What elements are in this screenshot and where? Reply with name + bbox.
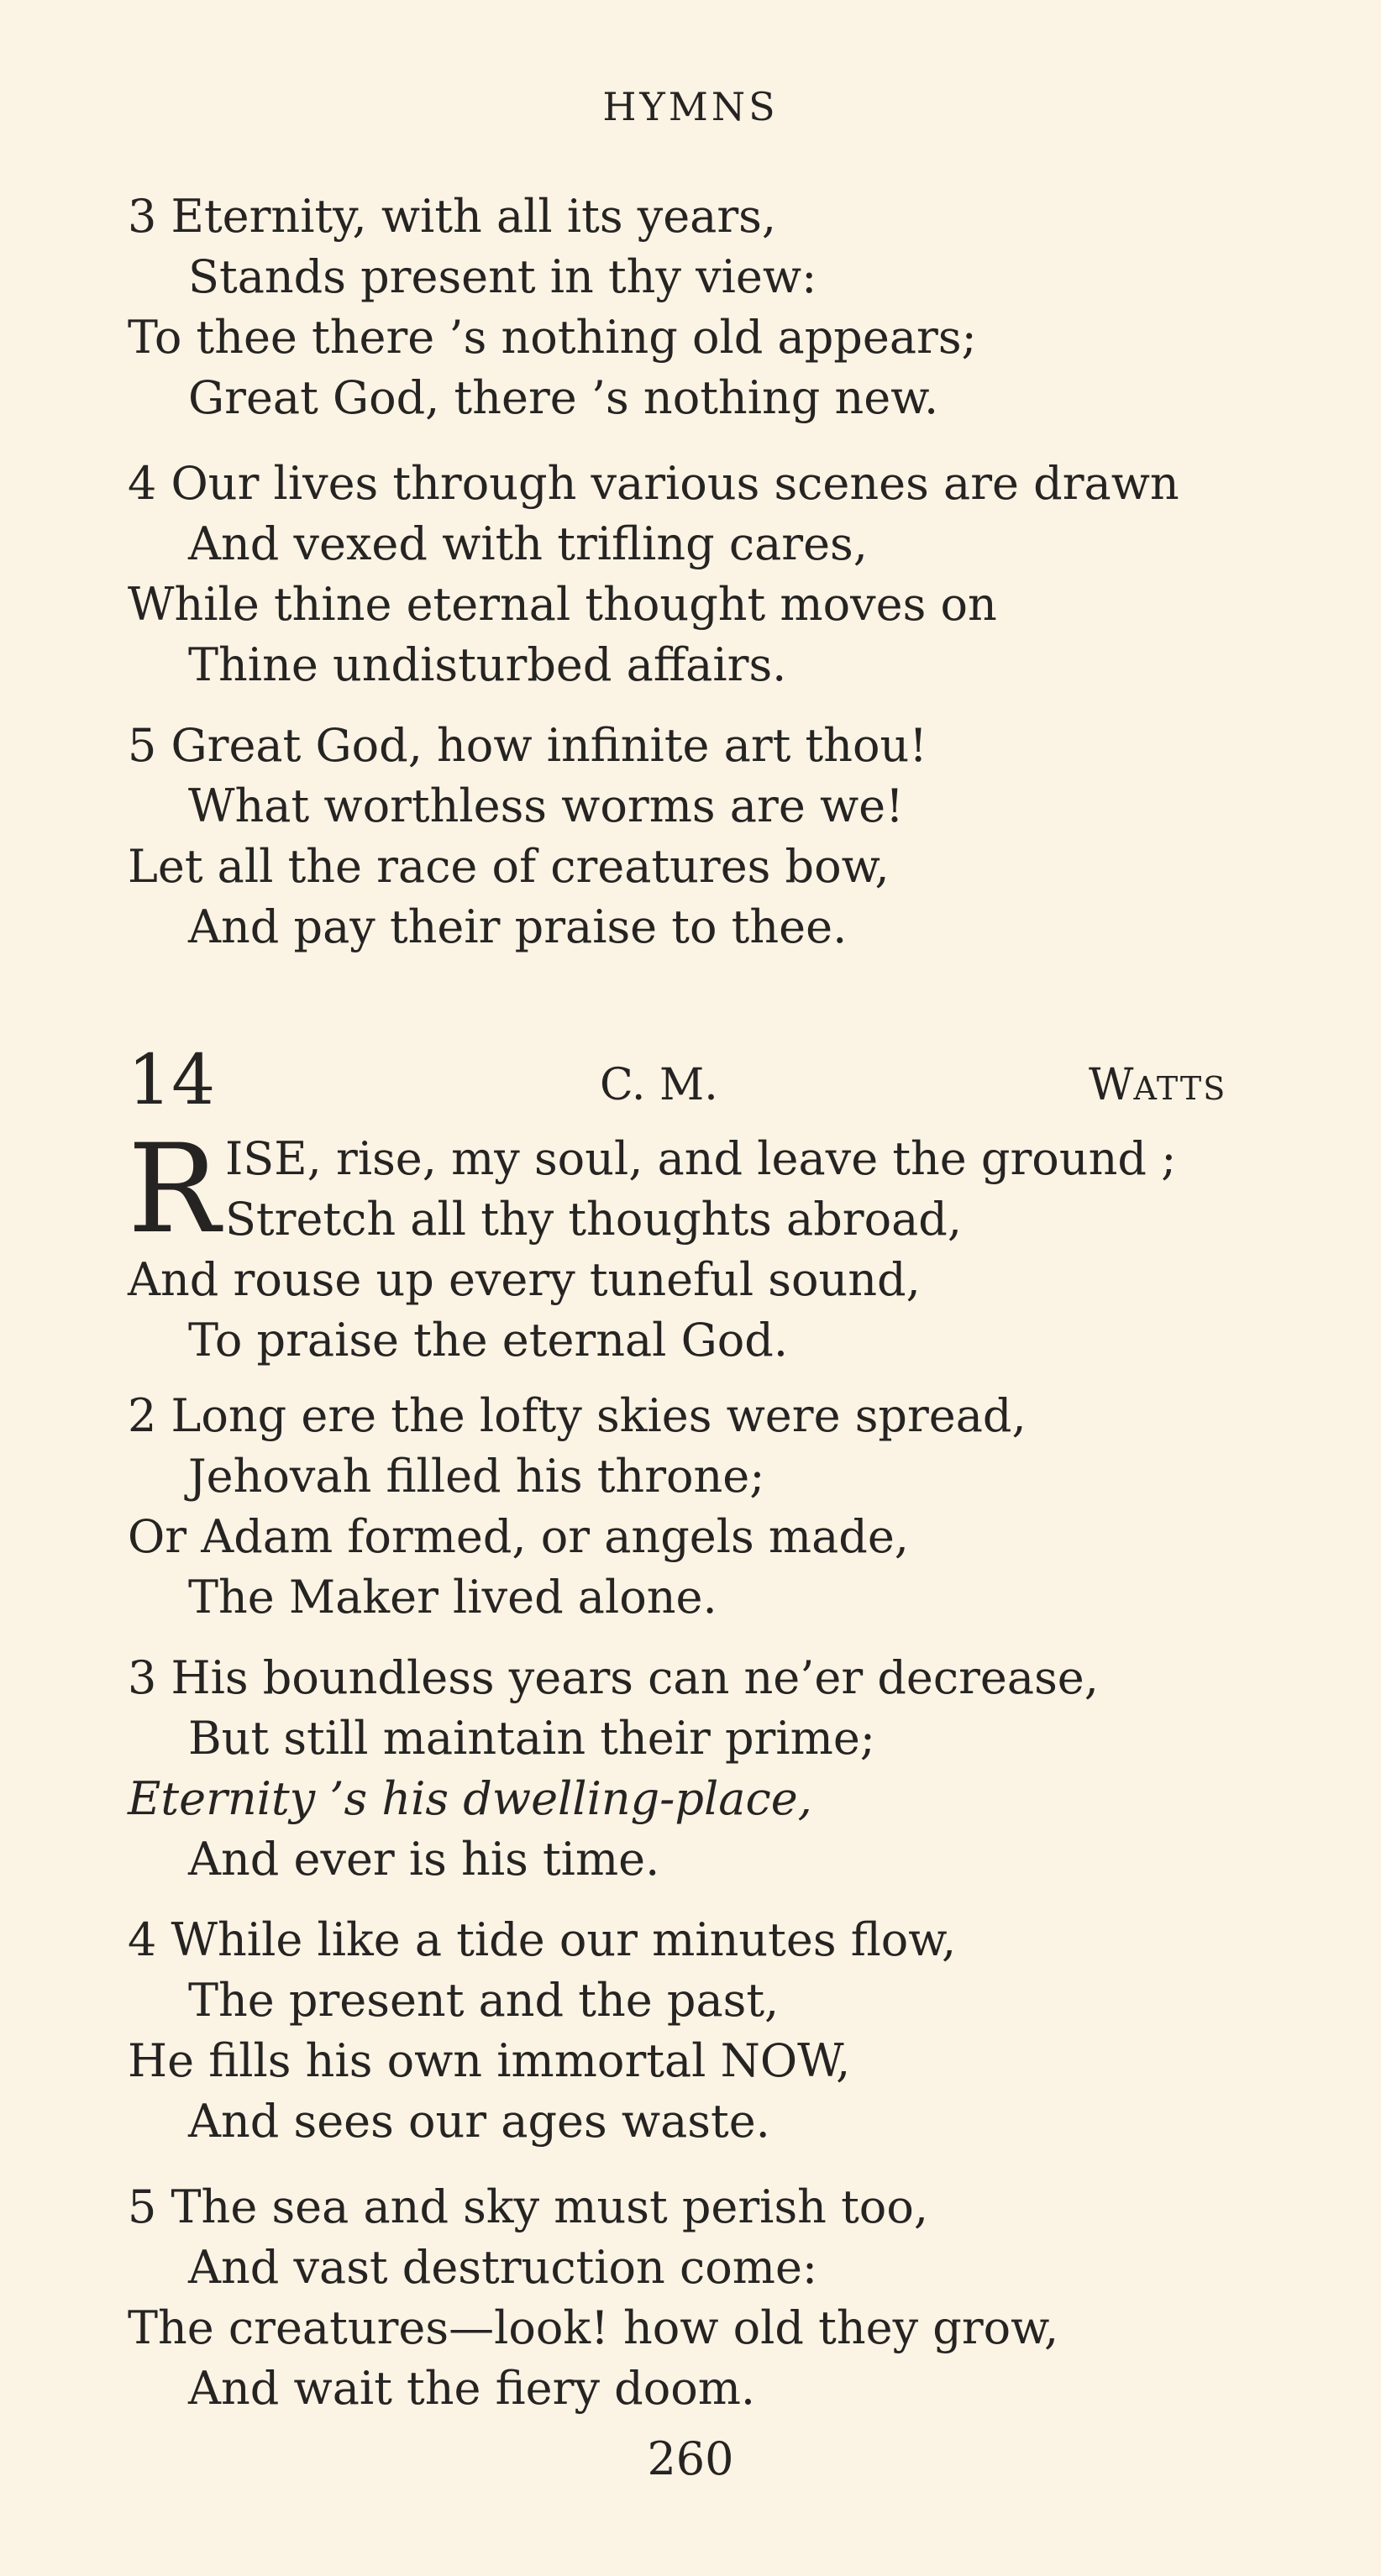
stanza-5 — [128, 2177, 1058, 2419]
verse-line: What worthless worms are we! — [188, 779, 904, 832]
stanza-3-prev — [128, 186, 977, 428]
hymn-meter: C. M. — [600, 1060, 718, 1110]
verse-line: While thine eternal thought moves on — [128, 578, 997, 631]
verse-line: To praise the eternal God. — [188, 1314, 788, 1367]
author-initial: W — [1089, 1060, 1134, 1110]
stanza-5-prev — [128, 716, 927, 957]
verse-line: 5 Great God, how infinite art thou! — [128, 719, 927, 772]
verse-line: Or Adam formed, or angels made, — [128, 1510, 909, 1563]
stanza-1 — [128, 1118, 1337, 1371]
verse-line: Jehovah filled his throne; — [188, 1450, 765, 1503]
verse-line: The Maker lived alone. — [188, 1571, 717, 1624]
stanza-4 — [128, 1910, 956, 2152]
verse-line: ISE, rise, my soul, and leave the ground ; — [224, 1132, 1177, 1185]
verse-line: And ever is his time. — [188, 1833, 660, 1886]
verse-line: Eternity ’s his dwelling-place, — [128, 1772, 812, 1825]
stanza-2 — [128, 1386, 1027, 1628]
verse-line: 3 Eternity, with all its years, — [128, 190, 777, 243]
drop-cap: R — [128, 1118, 220, 1261]
verse-line: And sees our ages waste. — [188, 2095, 770, 2148]
verse-line: Stretch all thy thoughts abroad, — [224, 1193, 963, 1246]
stanza-4-prev — [128, 454, 1179, 695]
verse-line: To thee there ’s nothing old appears; — [128, 311, 977, 364]
verse-line: He fills his own immortal NOW, — [128, 2034, 851, 2087]
verse-line: The creatures—look! how old they grow, — [128, 2301, 1059, 2354]
hymn-number: 14 — [128, 1041, 216, 1120]
running-head: HYMNS — [602, 84, 779, 129]
verse-line: And vexed with trifling cares, — [188, 517, 868, 570]
hymn-author — [1089, 1055, 1226, 1119]
verse-line: Thine undisturbed affairs. — [188, 638, 787, 691]
verse-line: Great God, there ’s nothing new. — [188, 371, 939, 424]
verse-line: The present and the past, — [188, 1974, 780, 2027]
author-rest: ATTS — [1133, 1070, 1227, 1107]
hymn-header — [0, 1043, 1381, 1119]
stanza-3 — [128, 1648, 1099, 1890]
page-number: 260 — [647, 2432, 734, 2485]
verse-line: And rouse up every tuneful sound, — [128, 1253, 921, 1306]
verse-line: And vast destruction come: — [188, 2241, 818, 2294]
verse-line: 5 The sea and sky must perish too, — [128, 2180, 928, 2233]
verse-line: Stands present in thy view: — [188, 250, 817, 303]
verse-line: And wait the fiery doom. — [188, 2362, 756, 2415]
verse-line: 4 While like a tide our minutes flow, — [128, 1913, 957, 1966]
verse-line: And pay their praise to thee. — [188, 900, 848, 953]
verse-line: 4 Our lives through various scenes are drawn — [128, 457, 1179, 510]
verse-line: Let all the race of creatures bow, — [128, 840, 890, 893]
verse-line: 3 His boundless years can ne’er decrease, — [128, 1651, 1099, 1704]
verse-line: 2 Long ere the lofty skies were spread, — [128, 1389, 1027, 1442]
verse-line: But still maintain their prime; — [188, 1712, 875, 1765]
